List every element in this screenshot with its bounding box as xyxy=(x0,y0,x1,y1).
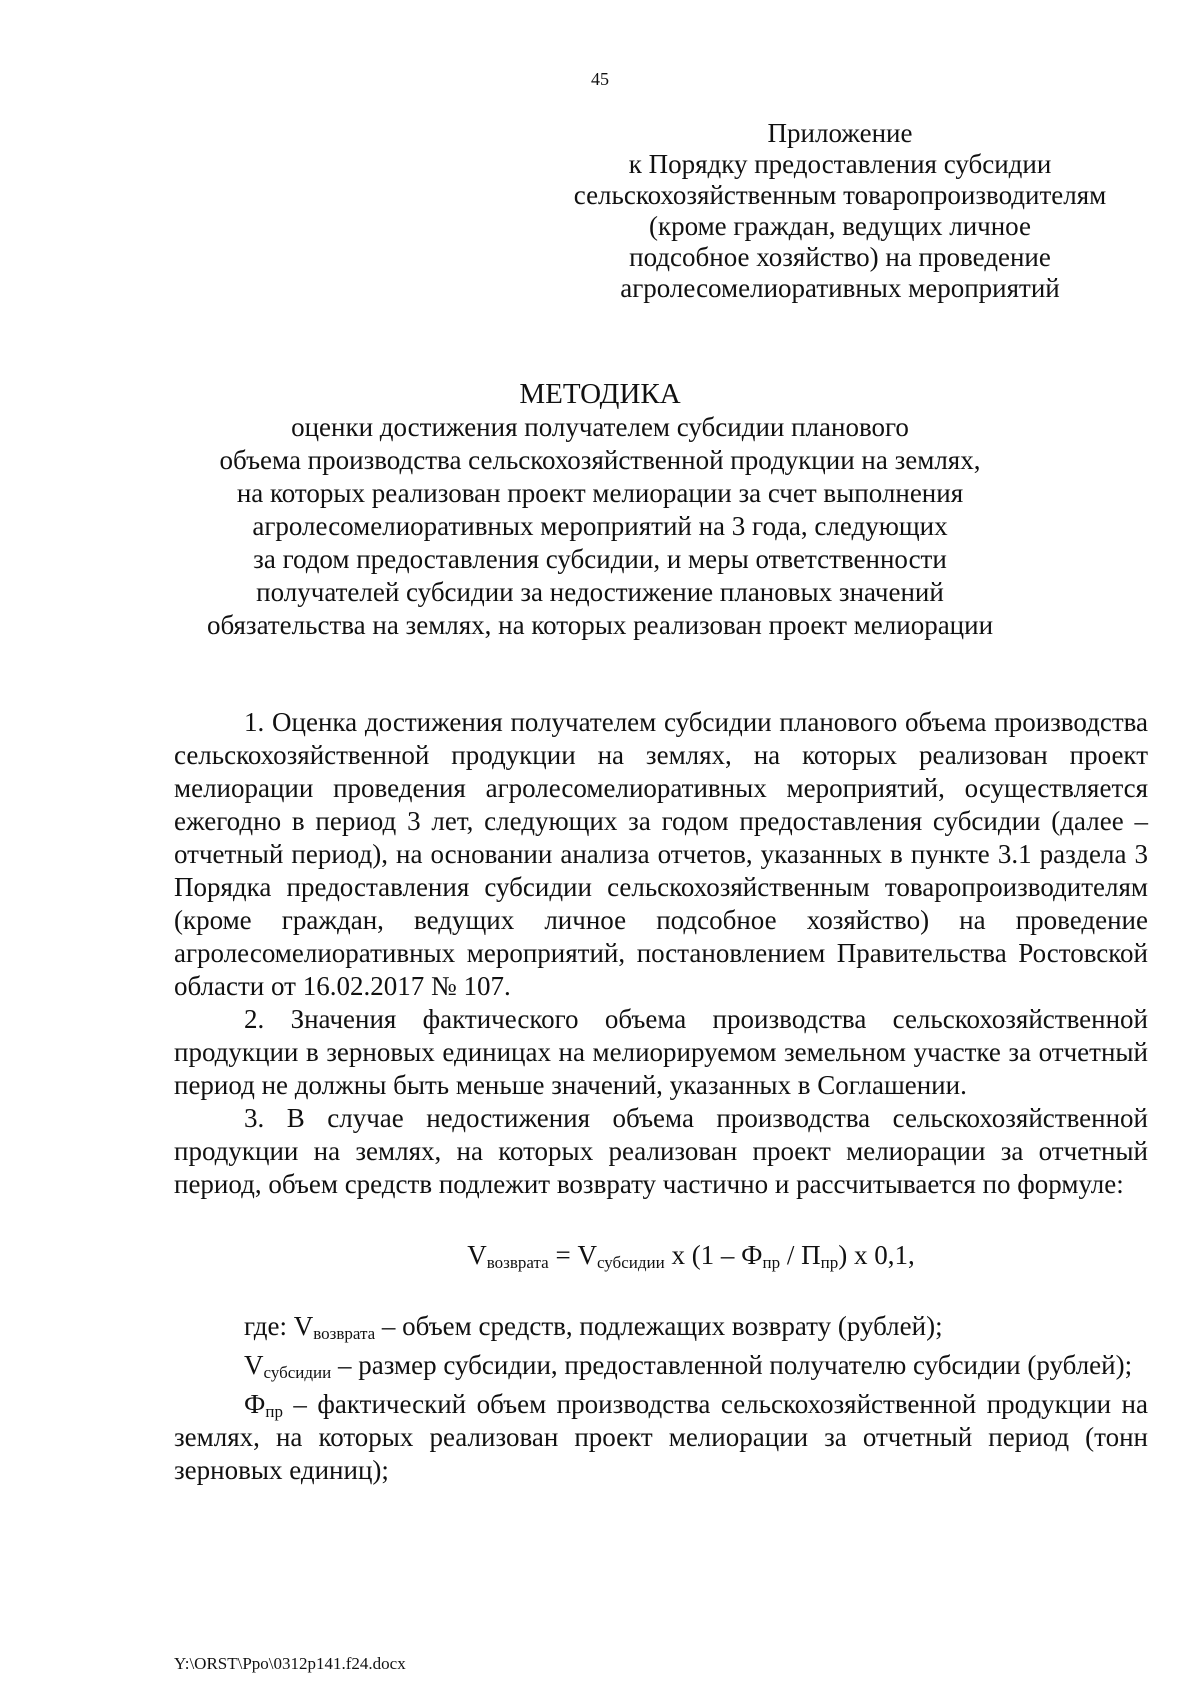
formula-mid: х (1 – Ф xyxy=(664,1240,763,1270)
title-line: обязательства на землях, на которых реализован проект мелиорации xyxy=(206,610,994,640)
document-body xyxy=(174,706,1148,1493)
appendix-line: подсобное хозяйство) на проведение xyxy=(629,242,1051,272)
return-formula xyxy=(174,1239,1148,1272)
definition-subscript: возврата xyxy=(313,1324,376,1343)
title-line: на которых реализован проект мелиорации за счет выполнения xyxy=(236,478,964,508)
appendix-line: сельскохозяйственным товаропроизводителям xyxy=(573,180,1107,210)
title-line: получателей субсидии за недостижение плановых значений xyxy=(256,577,944,607)
definition-prefix: где: V xyxy=(244,1311,314,1341)
title-line: за годом предоставления субсидии, и меры ответственности xyxy=(253,544,947,574)
formula-subsidy-subscript: субсидии xyxy=(596,1253,665,1272)
definition-f-fact xyxy=(174,1388,1148,1487)
appendix-line: агролесомелиоративных мероприятий xyxy=(620,273,1060,303)
title-line: объема производства сельскохозяйственной продукции на землях, xyxy=(219,445,981,475)
formula-v: V xyxy=(467,1240,487,1270)
definition-prefix: Ф xyxy=(244,1389,266,1419)
formula-tail: ) х 0,1, xyxy=(838,1240,915,1270)
title-heading: МЕТОДИКА xyxy=(519,378,681,410)
formula-v: V xyxy=(577,1240,597,1270)
definition-prefix: V xyxy=(244,1350,264,1380)
paragraph-1: 1. Оценка достижения получателем субсидии планового объема производства сельскохозяйственной продукции на землях, на которых реализован проект мелиорации проведения агролесомелиоративных мероприятий, осуществляется ежегодно в период 3 лет, следующих за годом предоставления субсидии (далее – отчетный период), на основании анализа отчетов, указанных в пункте 3.1 раздела 3 Порядка предоставления субсидии сельскохозяйственным товаропроизводителям (кроме граждан, ведущих личное подсобное хозяйство) на проведение агролесомелиоративных мероприятий, постановлением Правительства Ростовской области от 16.02.2017 № 107. xyxy=(174,707,1148,1001)
formula-equals: = xyxy=(548,1240,578,1270)
formula-f-subscript: пр xyxy=(762,1253,781,1272)
appendix-line: Приложение xyxy=(767,118,913,148)
paragraph-3: 3. В случае недостижения объема производства сельскохозяйственной продукции на землях, на которых реализован проект мелиорации за отчетный период, объем средств подлежит возврату частично и рассчитывается по формуле: xyxy=(174,1103,1148,1199)
definition-text: – объем средств, подлежащих возврату (рублей); xyxy=(375,1311,943,1341)
formula-return-subscript: возврата xyxy=(486,1253,549,1272)
definition-subscript: пр xyxy=(265,1402,283,1421)
paragraph-2: 2. Значения фактического объема производства сельскохозяйственной продукции в зерновых единицах на мелиорируемом земельном участке за отчетный период не должны быть меньше значений, указанных в Соглашении. xyxy=(174,1004,1148,1100)
definition-v-subsidy xyxy=(174,1349,1148,1382)
title-line: агролесомелиоративных мероприятий на 3 года, следующих xyxy=(252,511,948,541)
definition-subscript: субсидии xyxy=(263,1363,332,1382)
definition-text: – фактический объем производства сельскохозяйственной продукции на землях, на которых реализован проект мелиорации за отчетный период (тонн зерновых единиц); xyxy=(174,1389,1148,1485)
appendix-line: к Порядку предоставления субсидии xyxy=(628,149,1052,179)
formula-slash: / П xyxy=(780,1240,821,1270)
definition-v-return xyxy=(174,1310,1148,1343)
document-title xyxy=(150,378,1050,642)
appendix-header xyxy=(540,118,1140,304)
definition-text: – размер субсидии, предоставленной получателю субсидии (рублей); xyxy=(331,1350,1133,1380)
file-path-footer: Y:\ORST\Ppo\0312p141.f24.docx xyxy=(174,1654,406,1673)
page-number: 45 xyxy=(591,69,609,89)
formula-p-subscript: пр xyxy=(820,1253,839,1272)
appendix-line: (кроме граждан, ведущих личное xyxy=(648,211,1031,241)
title-line: оценки достижения получателем субсидии планового xyxy=(291,412,909,442)
